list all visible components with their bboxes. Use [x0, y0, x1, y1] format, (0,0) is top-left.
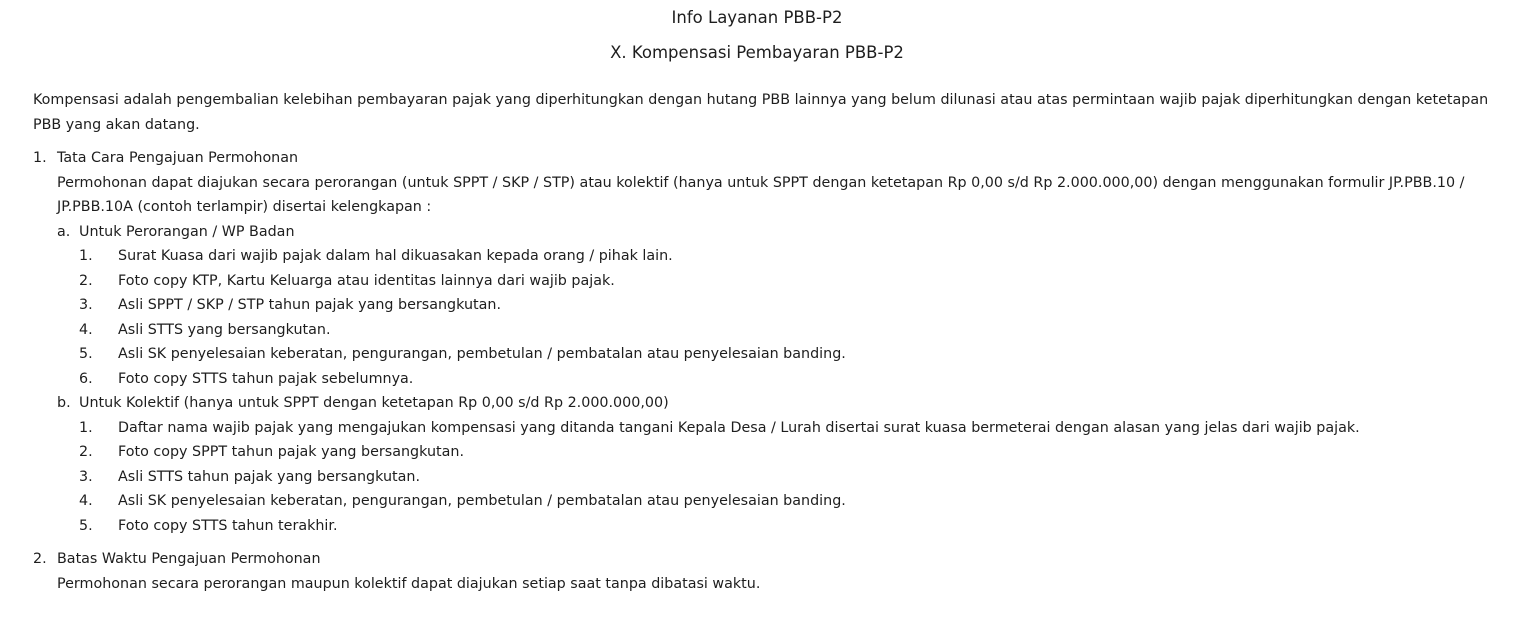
list-item [79, 465, 1493, 490]
list-item [79, 244, 1493, 269]
item-text: Foto copy KTP, Kartu Keluarga atau identitas lainnya dari wajib pajak. [118, 272, 615, 289]
item-number: 5. [79, 517, 93, 534]
item-text: Asli SK penyelesaian keberatan, pengurangan, pembetulan / pembatalan atau penyelesaian banding. [118, 346, 846, 362]
section-deadline [33, 547, 1493, 596]
item-text: Daftar nama wajib pajak yang mengajukan kompensasi yang ditanda tangani Kepala Desa / Lurah disertai surat kuasa bermeterai dengan alasan yang jelas dari wajib pajak. [118, 419, 1360, 436]
subsection-letter: a. [57, 223, 71, 240]
subsection-heading: Untuk Perorangan / WP Badan [79, 223, 295, 240]
item-number: 2. [79, 272, 93, 289]
list-item [79, 293, 1493, 318]
item-number: 4. [79, 321, 93, 338]
subsection-collective [57, 391, 1493, 538]
item-number: 1. [79, 419, 93, 436]
section-number: 1. [33, 150, 47, 166]
section-text: Permohonan secara perorangan maupun kolektif dapat diajukan setiap saat tanpa dibatasi waktu. [57, 575, 761, 592]
item-text: Asli SPPT / SKP / STP tahun pajak yang bersangkutan. [118, 297, 501, 313]
section-number: 2. [33, 551, 47, 567]
list-item [79, 514, 1493, 539]
subsection-letter: b. [57, 395, 71, 411]
list-item [79, 440, 1493, 465]
item-number: 3. [79, 468, 93, 485]
section-heading: Tata Cara Pengajuan Permohonan [57, 150, 299, 166]
section-procedure [33, 146, 1493, 538]
item-text: Foto copy STTS tahun pajak sebelumnya. [118, 370, 414, 387]
document-body [33, 88, 1493, 596]
item-text: Asli STTS yang bersangkutan. [118, 321, 331, 338]
list-item [79, 269, 1493, 294]
list-item [79, 489, 1493, 514]
subsection-heading: Untuk Kolektif (hanya untuk SPPT dengan ketetapan Rp 0,00 s/d Rp 2.000.000,00) [79, 395, 669, 411]
item-text: Foto copy STTS tahun terakhir. [118, 517, 338, 534]
section-heading: Batas Waktu Pengajuan Permohonan [57, 551, 321, 567]
list-item [79, 367, 1493, 392]
requirement-list [79, 416, 1493, 539]
page-title: Info Layanan PBB-P2 [671, 8, 843, 27]
item-text: Asli SK penyelesaian keberatan, pengurangan, pembetulan / pembatalan atau penyelesaian banding. [118, 493, 846, 509]
requirement-list [79, 244, 1493, 391]
list-item [79, 318, 1493, 343]
item-text: Surat Kuasa dari wajib pajak dalam hal dikuasakan kepada orang / pihak lain. [118, 248, 673, 264]
intro-paragraph: Kompensasi adalah pengembalian kelebihan pembayaran pajak yang diperhitungkan dengan hutang PBB lainnya yang belum dilunasi atau atas permintaan wajib pajak diperhitungkan dengan ketetapan PBB yang akan datang. [33, 92, 1489, 133]
list-item [79, 342, 1493, 367]
page-subtitle: X. Kompensasi Pembayaran PBB-P2 [610, 43, 904, 62]
list-item [79, 416, 1493, 441]
item-number: 2. [79, 444, 93, 460]
subsection-individual [57, 220, 1493, 392]
item-number: 1. [79, 248, 93, 264]
section-text: Permohonan dapat diajukan secara perorangan (untuk SPPT / SKP / STP) atau kolektif (hanya untuk SPPT dengan ketetapan Rp 0,00 s/d Rp 2.000.000,00) dengan menggunakan formulir JP.PBB.10 / JP.PBB.10A (contoh terlampir) disertai kelengkapan : [57, 174, 1465, 215]
item-text: Asli STTS tahun pajak yang bersangkutan. [118, 468, 420, 485]
item-number: 4. [79, 493, 93, 509]
item-number: 3. [79, 297, 93, 313]
item-number: 5. [79, 346, 93, 362]
item-text: Foto copy SPPT tahun pajak yang bersangkutan. [118, 444, 465, 460]
item-number: 6. [79, 370, 93, 387]
